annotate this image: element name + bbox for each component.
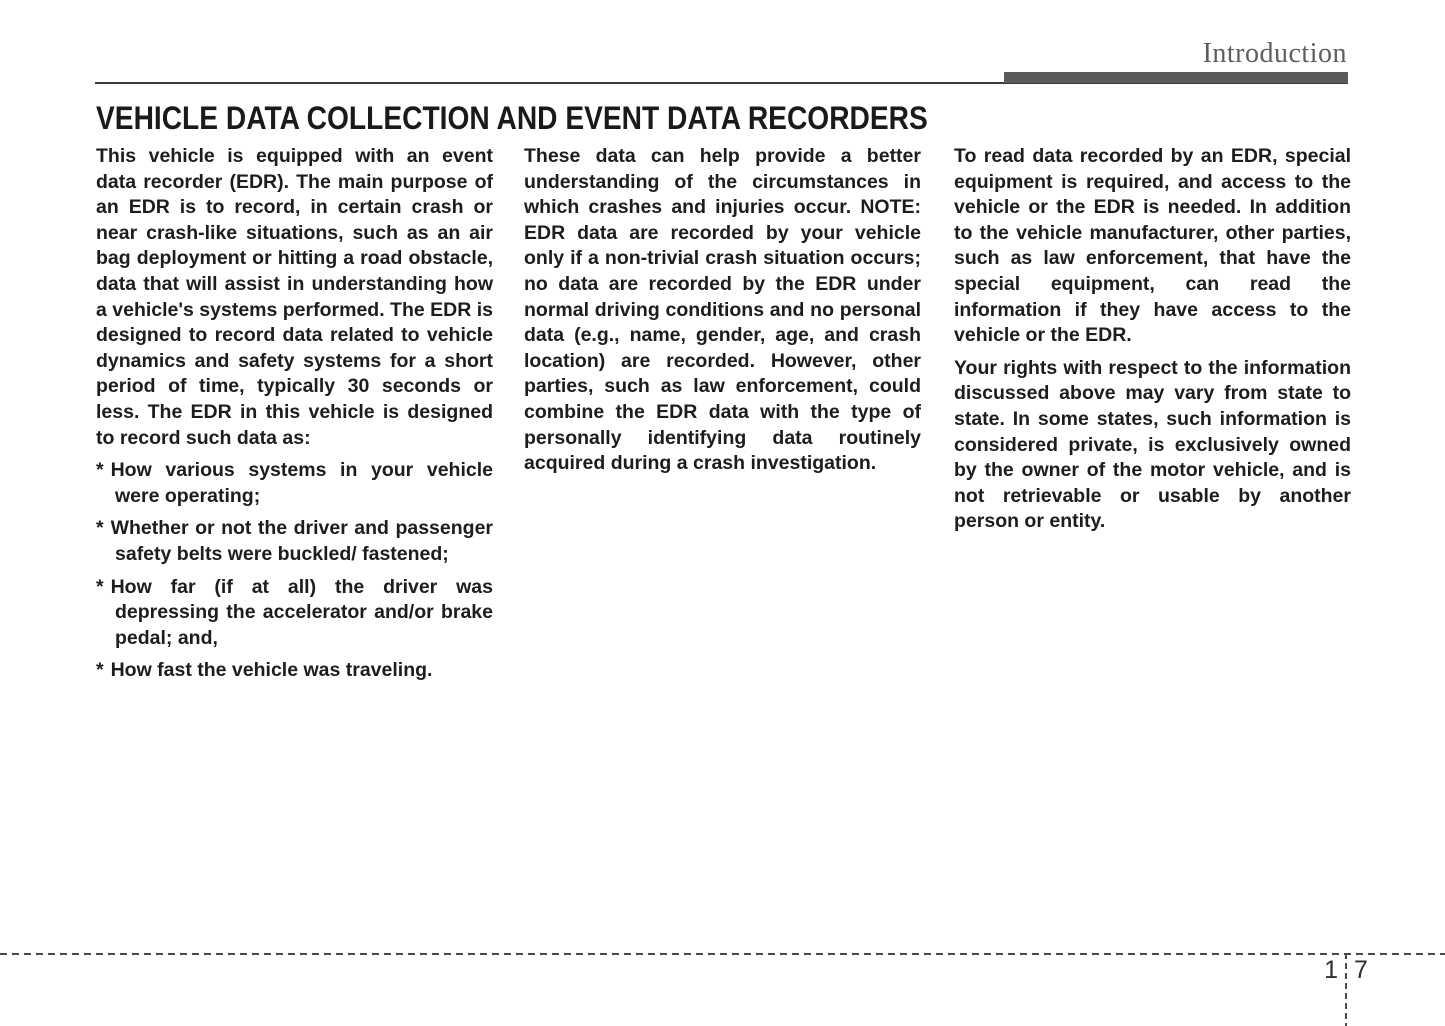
bullet-list: [96, 458, 493, 684]
header-section-label: Introduction: [1202, 38, 1347, 69]
bullet-item: [96, 575, 493, 652]
bullet-marker: *: [96, 459, 104, 482]
body-column-3: [954, 144, 1351, 542]
body-column-1: [96, 144, 493, 691]
paragraph: Your rights with respect to the information discussed above may vary from state to state. In some states, such information is considered private, is exclusively owned by the owner of the motor vehicle, and is not retrievable or usable by another person or entity.: [954, 356, 1351, 533]
page-title: VEHICLE DATA COLLECTION AND EVENT DATA RECORDERS: [96, 100, 928, 136]
body-column-2: [524, 144, 921, 484]
page-number: 7: [1354, 956, 1368, 984]
footer-divider: [0, 953, 1445, 955]
bullet-item: [96, 458, 493, 509]
bullet-item: [96, 516, 493, 567]
paragraph: This vehicle is equipped with an event data recorder (EDR). The main purpose of an EDR is to record, in certain crash or near crash-like situations, such as an air bag deployment or hitting a road obstacle, data that will assist in understanding how a vehicle's systems performed. The EDR is designed to record data related to vehicle dynamics and safety systems for a short period of time, typically 30 seconds or less. The EDR in this vehicle is designed to record such data as:: [96, 145, 493, 449]
paragraph: To read data recorded by an EDR, special equipment is required, and access to the vehicle or the EDR is needed. In addition to the vehicle manufacturer, other parties, such as law enforcement, that have the special equipment, can read the information if they have access to the vehicle or the EDR.: [954, 145, 1351, 347]
bullet-text: How various systems in your vehicle were operating;: [110, 459, 493, 507]
footer-vertical-divider: [1345, 953, 1347, 1026]
bullet-text: How fast the vehicle was traveling.: [110, 659, 433, 682]
chapter-number: 1: [1324, 956, 1338, 984]
bullet-text: How far (if at all) the driver was depressing the accelerator and/or brake pedal; and,: [110, 575, 493, 649]
bullet-text: Whether or not the driver and passenger safety belts were buckled/ fastened;: [110, 517, 493, 565]
bullet-marker: *: [96, 575, 104, 598]
paragraph: These data can help provide a better understanding of the circumstances in which crashes and injuries occur. NOTE: EDR data are recorded by your vehicle only if a non-trivial crash situation occurs; no data are recorded by the EDR under normal driving conditions and no personal data (e.g., name, gender, age, and crash location) are recorded. However, other parties, such as law enforcement, could combine the EDR data with the type of personally identifying data routinely acquired during a crash investigation.: [524, 145, 921, 475]
header-rule-accent-bar: [1004, 72, 1348, 83]
bullet-marker: *: [96, 659, 104, 682]
bullet-marker: *: [96, 517, 104, 540]
bullet-item: [96, 658, 493, 684]
